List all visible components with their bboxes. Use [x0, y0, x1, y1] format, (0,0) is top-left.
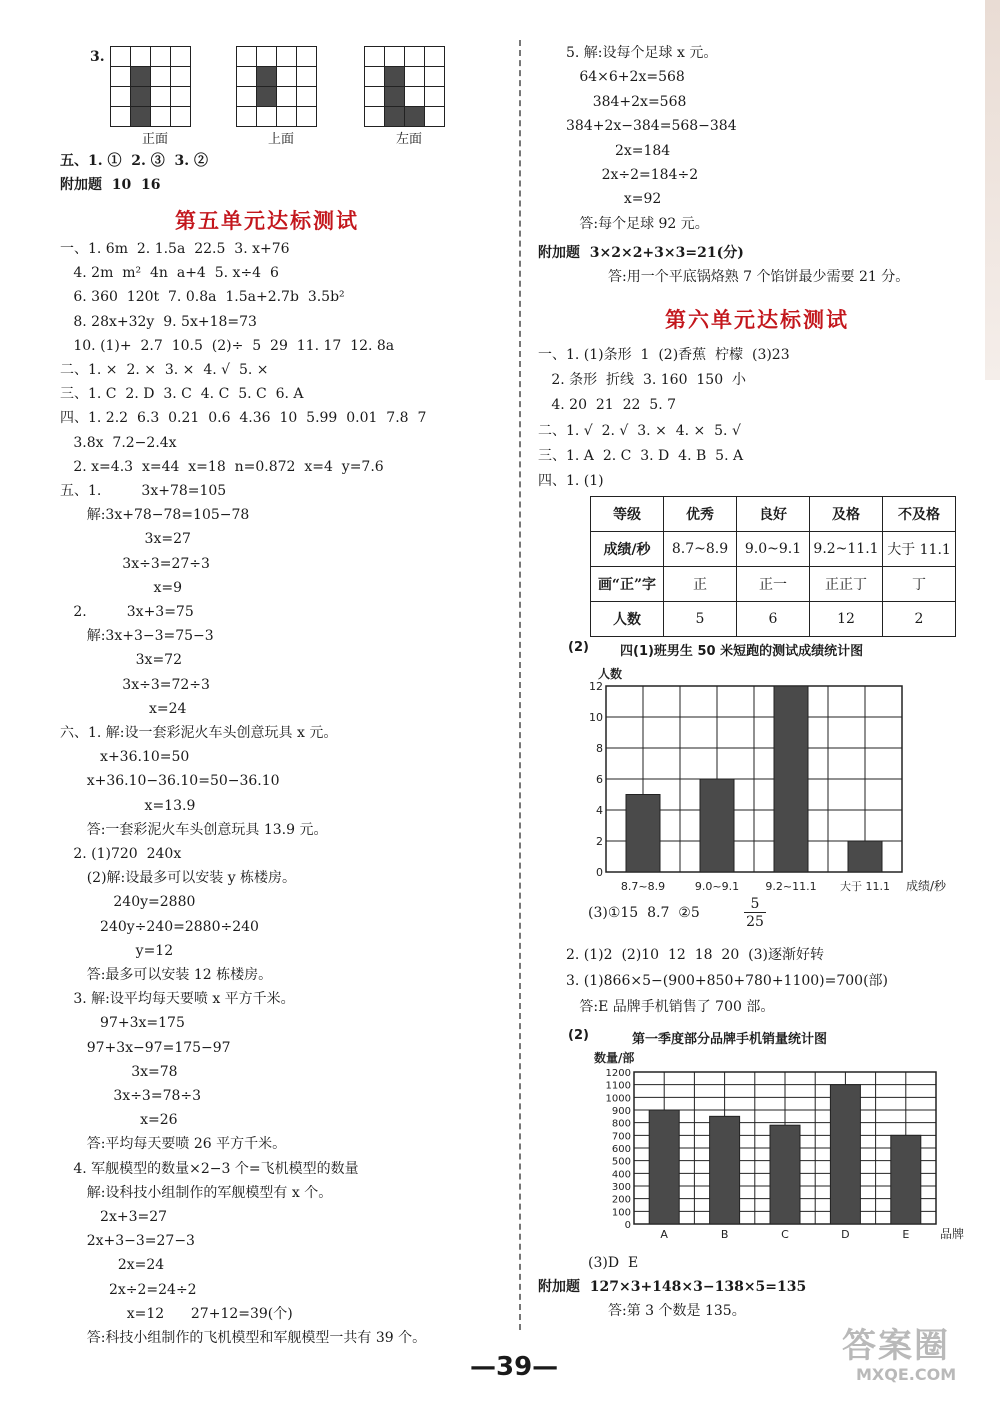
table-cell: 2	[883, 602, 956, 637]
table-cell: 大于 11.1	[883, 532, 956, 567]
bar	[774, 686, 808, 872]
grid-cell	[236, 86, 257, 107]
answer-line: 2x÷2=24÷2	[60, 1281, 197, 1298]
answer-line: 6. 360 120t 7. 0.8a 1.5a+2.7b 3.5b²	[60, 289, 345, 306]
table-header-row	[591, 497, 956, 532]
page-edge-strip	[985, 0, 1000, 380]
x-tick-label: 9.2~11.1	[765, 880, 817, 893]
answer-line: 2. (1)2 (2)10 12 18 20 (3)逐渐好转	[566, 947, 824, 963]
x-axis-label: 成绩/秒	[906, 879, 947, 893]
grid-cell	[170, 66, 191, 87]
answer-line: 2. x=4.3 x=44 x=18 n=0.872 x=4 y=7.6	[60, 458, 384, 475]
grid-cell	[364, 106, 385, 127]
answer-line: x+36.10−36.10=50−36.10	[60, 773, 280, 790]
answer-line: 2. 3x+3=75	[60, 604, 194, 620]
grid-cell	[364, 86, 385, 107]
y-tick-label: 500	[611, 1156, 631, 1168]
answer-line: 答:平均每天要喷 26 平方千米。	[60, 1136, 287, 1153]
grid-cell	[110, 66, 131, 87]
answer-line: x=12 27+12=39(个)	[60, 1305, 293, 1322]
answer-line: 240y÷240=2880÷240	[60, 918, 259, 935]
y-tick-label: 800	[611, 1118, 631, 1130]
answer-line: 答:一套彩泥火车头创意玩具 13.9 元。	[60, 821, 328, 838]
answer-line: 三、1. A 2. C 3. D 4. B 5. A	[538, 447, 744, 464]
answer-line: 四、1. 2.2 6.3 0.21 0.6 4.36 10 5.99 0.01 7.8 7	[60, 410, 427, 427]
grid-cell	[384, 106, 405, 127]
table-cell: 丁	[883, 567, 956, 602]
grid-cell	[296, 86, 317, 107]
grid-cell	[276, 106, 297, 127]
y-tick-label: 4	[596, 804, 603, 817]
grid-cell	[404, 106, 425, 127]
answer-line: 3.8x 7.2−2.4x	[60, 434, 177, 451]
y-tick-label: 1200	[605, 1068, 631, 1079]
y-tick-label: 6	[596, 773, 603, 786]
chart1-svg	[580, 662, 975, 897]
answer-line: 一、1. (1)条形 1 (2)香蕉 柠檬 (3)23	[538, 347, 790, 363]
answer-line: y=12	[60, 942, 174, 959]
grid-cell	[236, 46, 257, 67]
answer-line: 三、1. C 2. D 3. C 4. C 5. C 6. A	[60, 386, 304, 403]
x-tick-label: D	[841, 1228, 850, 1241]
y-tick-label: 12	[589, 680, 603, 693]
x-axis-label: 品牌	[940, 1227, 965, 1241]
answer-line: (3)①15 8.7 ②5	[588, 905, 700, 921]
grid-cell	[130, 106, 151, 127]
bar	[830, 1085, 860, 1224]
answer-line: 答:E 品牌手机销售了 700 部。	[566, 999, 775, 1015]
answer-line: 240y=2880	[60, 894, 196, 911]
grid-cell	[256, 66, 277, 87]
answer-line: 解:3x+3−3=75−3	[60, 628, 214, 645]
y-axis-label: 数量/部	[594, 1051, 635, 1065]
grid-cell	[236, 106, 257, 127]
y-tick-label: 0	[624, 1220, 631, 1231]
y-tick-label: 300	[611, 1182, 631, 1193]
bar	[700, 779, 734, 872]
answer-line: 二、1. √ 2. √ 3. × 4. × 5. √	[538, 422, 741, 439]
y-tick-label: 700	[611, 1131, 631, 1143]
y-tick-label: 400	[611, 1169, 631, 1181]
answer-line: 10. (1)+ 2.7 10.5 (2)÷ 5 29 11. 17 12. 8a	[60, 337, 395, 354]
answer-line: 五、1. ① 2. ③ 3. ②	[60, 153, 208, 169]
answer-line: 2x+3=27	[60, 1209, 168, 1225]
x-tick-label: 大于 11.1	[840, 880, 890, 893]
answer-line: 97+3x=175	[60, 1015, 185, 1032]
grid-cell	[170, 86, 191, 107]
page-number: —39—	[470, 1352, 559, 1382]
table-row	[591, 567, 956, 602]
x-tick-label: C	[781, 1228, 789, 1241]
answer-line: x=26	[60, 1112, 178, 1129]
answer-line: 2. 条形 折线 3. 160 150 小	[538, 372, 747, 389]
grid-cell	[276, 86, 297, 107]
bonus-answer: 答:用一个平底锅烙熟 7 个馅饼最少需要 21 分。	[608, 269, 910, 285]
grid-cell	[110, 106, 131, 127]
chart2-part-label: (2)	[568, 1028, 589, 1043]
fraction-denominator: 25	[746, 914, 764, 930]
section-title-unit5: 第五单元达标测试	[175, 209, 359, 233]
answer-line: 2. (1)720 240x	[60, 846, 182, 862]
answer-line: 3x=27	[60, 531, 191, 548]
answer-line: 附加题 10 16	[60, 177, 161, 193]
watermark-url: MXQE.COM	[856, 1365, 957, 1384]
grid-cell	[236, 66, 257, 87]
answer-line: x+36.10=50	[60, 749, 190, 766]
y-tick-label: 2	[596, 835, 603, 848]
answer-line: 二、1. × 2. × 3. × 4. √ 5. ×	[60, 362, 269, 378]
answer-line: (2)解:设最多可以安装 y 栋楼房。	[60, 870, 297, 887]
grid-cell	[276, 66, 297, 87]
grid-cell	[150, 66, 171, 87]
grade-table	[590, 496, 956, 637]
table-header: 优秀	[664, 497, 737, 532]
answer-line: 2x÷2=184÷2	[566, 167, 699, 183]
x-tick-label: B	[720, 1228, 729, 1241]
bar	[770, 1125, 800, 1224]
answer-line: 答:最多可以安装 12 栋楼房。	[60, 967, 273, 983]
grid-cell	[170, 106, 191, 127]
grid-cell	[256, 86, 277, 107]
table-cell: 人数	[591, 602, 664, 637]
grid-cell	[404, 86, 425, 107]
bar	[626, 795, 660, 873]
answer-line: 8. 28x+32y 9. 5x+18=73	[60, 313, 257, 330]
bonus-answer: 答:第 3 个数是 135。	[608, 1303, 746, 1319]
answer-line: 答:每个足球 92 元。	[566, 215, 709, 232]
table-header: 良好	[737, 497, 810, 532]
grid-cell	[296, 66, 317, 87]
grid-cell	[424, 86, 445, 107]
table-row	[591, 532, 956, 567]
grid-cell	[110, 86, 131, 107]
y-tick-label: 10	[589, 711, 603, 724]
table-cell: 12	[810, 602, 883, 637]
table-cell: 5	[664, 602, 737, 637]
answer-line: 2x=184	[566, 142, 671, 159]
x-tick-label: 9.0~9.1	[694, 880, 740, 893]
bar	[649, 1110, 679, 1224]
table-cell: 正	[664, 567, 737, 602]
y-tick-label: 900	[611, 1106, 631, 1117]
table-cell: 9.2~11.1	[810, 532, 883, 567]
answer-line: 3x=78	[60, 1063, 178, 1080]
answer-line: x=13.9	[60, 797, 196, 814]
bonus-question: 附加题 3×2×2+3×3=21(分)	[538, 245, 744, 261]
bar	[891, 1135, 921, 1224]
grid-cell	[256, 46, 277, 67]
table-header: 及格	[810, 497, 883, 532]
answer-line: 2x+3−3=27−3	[60, 1233, 195, 1250]
grid-cell	[150, 106, 171, 127]
chart2-title: 第一季度部分品牌手机销量统计图	[632, 1032, 828, 1047]
fraction-numerator: 5	[744, 896, 766, 913]
bonus-question: 附加题 127×3+148×3−138×5=135	[538, 1279, 807, 1295]
grid-cell	[130, 86, 151, 107]
answer-line: 4. 军舰模型的数量×2−3 个=飞机模型的数量	[60, 1160, 359, 1177]
table-header: 不及格	[883, 497, 956, 532]
grid-cell	[364, 66, 385, 87]
chart1-part-label: (2)	[568, 640, 589, 655]
q3-label: 3.	[90, 49, 105, 65]
grid-cell	[130, 46, 151, 67]
grid-cell	[384, 46, 405, 67]
table-cell: 正正丁	[810, 567, 883, 602]
grid-cell	[296, 46, 317, 67]
table-cell: 6	[737, 602, 810, 637]
answer-line: 64×6+2x=568	[566, 69, 685, 86]
answer-line: 一、1. 6m 2. 1.5a 22.5 3. x+76	[60, 241, 290, 257]
grid-cell	[424, 66, 445, 87]
chart1-title: 四(1)班男生 50 米短跑的测试成绩统计图	[620, 644, 864, 659]
watermark-text: 答案圈	[842, 1326, 950, 1366]
grid-cell	[150, 46, 171, 67]
grid-cell	[384, 86, 405, 107]
answer-line: 384+2x=568	[566, 93, 687, 110]
y-tick-label: 100	[611, 1207, 631, 1219]
grid-cell	[424, 46, 445, 67]
y-tick-label: 0	[596, 866, 603, 879]
answer-line: 五、1. 3x+78=105	[60, 483, 227, 499]
table-row	[591, 602, 956, 637]
grid-cell	[150, 86, 171, 107]
grid-cell	[364, 46, 385, 67]
table-cell: 正一	[737, 567, 810, 602]
section-title-unit6: 第六单元达标测试	[665, 308, 849, 332]
view-label-left: 左面	[395, 132, 422, 147]
grid-cell	[256, 106, 277, 127]
grid-cell	[276, 46, 297, 67]
grid-cell	[404, 46, 425, 67]
view-label-front: 正面	[141, 132, 168, 147]
answer-line: 3x÷3=72÷3	[60, 676, 210, 693]
answer-line: x=92	[566, 191, 662, 208]
watermark-logo	[842, 1318, 956, 1384]
y-tick-label: 200	[611, 1194, 631, 1206]
x-tick-label: E	[902, 1228, 910, 1241]
answer-line: 384+2x−384=568−384	[566, 118, 737, 135]
answer-line: 3. (1)866×5−(900+850+780+1100)=700(部)	[566, 973, 889, 989]
y-axis-label: 人数	[598, 667, 623, 681]
answer-line: 4. 20 21 22 5. 7	[538, 397, 677, 414]
answer-line: 六、1. 解:设一套彩泥火车头创意玩具 x 元。	[60, 725, 338, 741]
answer-line: 3x÷3=78÷3	[60, 1088, 202, 1104]
y-tick-label: 600	[611, 1144, 631, 1155]
column-divider	[519, 40, 521, 1330]
x-tick-label: A	[660, 1228, 668, 1241]
answer-line: 4. 2m m² 4n a+4 5. x÷4 6	[60, 265, 279, 282]
table-cell: 8.7~8.9	[664, 532, 737, 567]
answer-line: x=9	[60, 579, 182, 596]
y-tick-label: 8	[596, 742, 603, 755]
grid-cell	[424, 106, 445, 127]
y-tick-label: 1100	[605, 1080, 631, 1092]
answer-line: (3)D E	[588, 1255, 639, 1271]
answer-line: 3. 解:设平均每天要喷 x 平方千米。	[60, 991, 295, 1008]
grid-cell	[384, 66, 405, 87]
table-header: 等级	[591, 497, 664, 532]
answer-line: 3x=72	[60, 652, 183, 669]
view-label-top: 上面	[267, 132, 294, 147]
y-tick-label: 1000	[605, 1093, 631, 1105]
answer-line: x=24	[60, 700, 187, 717]
answer-line: 解:3x+78−78=105−78	[60, 507, 250, 524]
grid-cell	[296, 106, 317, 127]
answer-line: 5. 解:设每个足球 x 元。	[566, 45, 718, 61]
table-cell: 画“正”字	[591, 567, 664, 602]
grid-cell	[404, 66, 425, 87]
answer-line: 四、1. (1)	[538, 473, 604, 489]
grid-cell	[130, 66, 151, 87]
grid-cell	[110, 46, 131, 67]
table-cell: 9.0~9.1	[737, 532, 810, 567]
bar	[710, 1116, 740, 1224]
answer-line: 答:科技小组制作的飞机模型和军舰模型一共有 39 个。	[60, 1330, 427, 1346]
x-tick-label: 8.7~8.9	[620, 880, 666, 893]
answer-line: 2x=24	[60, 1257, 165, 1274]
grid-cell	[170, 46, 191, 67]
answer-line: 解:设科技小组制作的军舰模型有 x 个。	[60, 1184, 333, 1201]
answer-line: 97+3x−97=175−97	[60, 1039, 231, 1056]
answer-line: 3x÷3=27÷3	[60, 555, 210, 572]
table-cell: 成绩/秒	[591, 532, 664, 567]
bar	[848, 841, 882, 872]
chart2-svg	[590, 1048, 975, 1243]
